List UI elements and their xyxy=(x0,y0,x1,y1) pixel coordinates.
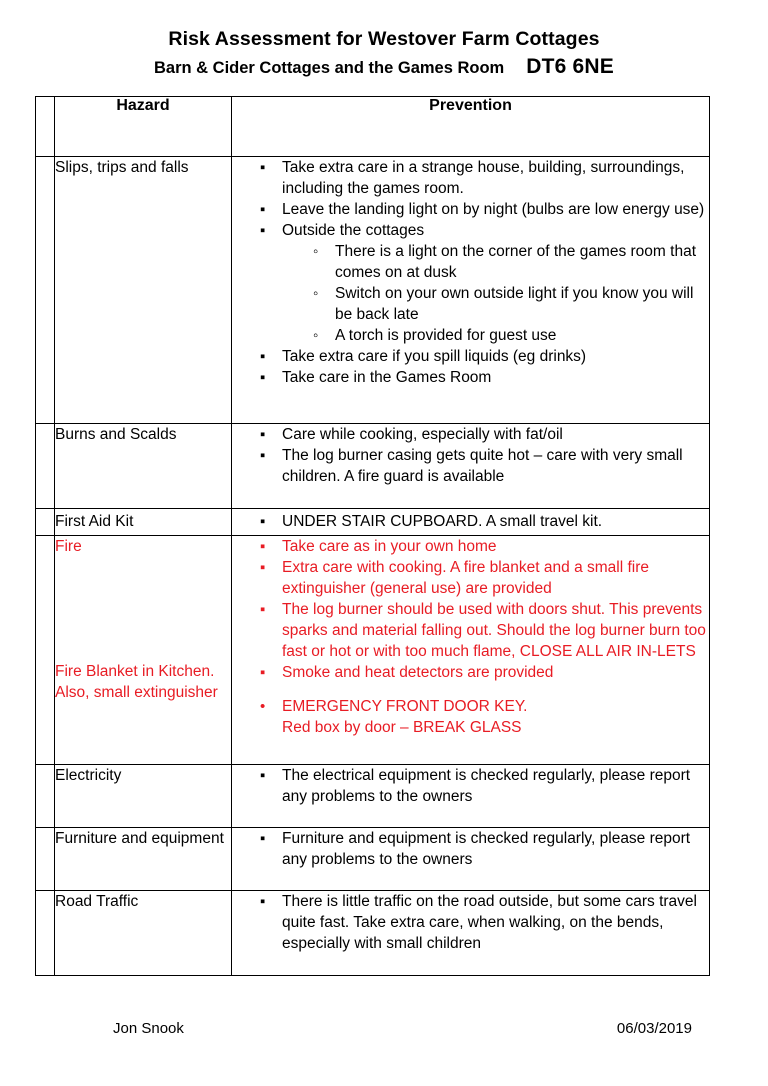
hazard-label: Electricity xyxy=(55,765,232,828)
list-item xyxy=(256,828,709,870)
risk-assessment-table xyxy=(35,96,710,976)
sub-list-item xyxy=(311,283,709,325)
hazard-label-secondary: Fire Blanket in Kitchen. Also, small extinguisher xyxy=(55,663,218,701)
list-item xyxy=(256,765,709,807)
list-item xyxy=(256,511,709,532)
hazard-label-fire xyxy=(55,536,232,765)
list-item-text: Leave the landing light on by night (bulbs are low energy use) xyxy=(282,201,705,218)
list-item-text: Take extra care in a strange house, building, surroundings, including the games room. xyxy=(282,159,685,197)
circle-bullet-icon xyxy=(313,241,318,262)
sub-list-item-text: Switch on your own outside light if you know you will be back late xyxy=(335,285,694,323)
square-bullet-icon xyxy=(260,511,265,534)
list-item xyxy=(256,220,709,346)
prevention-list xyxy=(232,511,709,532)
row-marker-cell xyxy=(36,157,55,424)
square-bullet-icon xyxy=(260,199,265,222)
list-item xyxy=(256,367,709,388)
list-item-text: Take care in the Games Room xyxy=(282,369,492,386)
table-row xyxy=(36,157,710,424)
list-item-text: Extra care with cooking. A fire blanket and a small fire extinguisher (general use) are provided xyxy=(282,559,650,597)
prevention-list xyxy=(232,828,709,870)
sub-list-item xyxy=(311,325,709,346)
row-marker-cell xyxy=(36,509,55,536)
row-marker-cell xyxy=(36,765,55,828)
prevention-list xyxy=(232,536,709,738)
list-item xyxy=(256,346,709,367)
header-hazard: Hazard xyxy=(55,97,232,157)
sub-list-item-text: There is a light on the corner of the games room that comes on at dusk xyxy=(335,243,696,281)
row-marker-cell xyxy=(36,424,55,509)
list-item xyxy=(256,157,709,199)
table-row xyxy=(36,891,710,976)
list-item-text: There is little traffic on the road outside, but some cars travel quite fast. Take extra care, when walking, on the bends, especially with small children xyxy=(282,893,697,952)
table-row xyxy=(36,765,710,828)
page-title: Risk Assessment for Westover Farm Cottages xyxy=(168,28,600,50)
circle-bullet-icon xyxy=(313,283,318,304)
prevention-sublist xyxy=(282,241,709,346)
hazard-label: Slips, trips and falls xyxy=(55,157,232,424)
circle-bullet-icon xyxy=(313,325,318,346)
list-item-text: EMERGENCY FRONT DOOR KEY. xyxy=(282,698,528,715)
hazard-label: Fire xyxy=(55,538,82,555)
row-marker-cell xyxy=(36,891,55,976)
square-bullet-icon xyxy=(260,536,265,559)
list-item xyxy=(256,424,709,445)
square-bullet-icon xyxy=(260,445,265,468)
header-marker-cell xyxy=(36,97,55,157)
list-item-text: Smoke and heat detectors are provided xyxy=(282,664,554,681)
list-item-text: Furniture and equipment is checked regularly, please report any problems to the owners xyxy=(282,830,691,868)
square-bullet-icon xyxy=(260,557,265,580)
hazard-label: Burns and Scalds xyxy=(55,424,232,509)
document-footer xyxy=(35,1020,710,1037)
document-heading xyxy=(0,0,768,81)
list-item-emergency xyxy=(256,696,709,738)
list-item xyxy=(256,891,709,954)
list-item-text: Outside the cottages xyxy=(282,222,425,239)
prevention-cell xyxy=(232,765,710,828)
table-row xyxy=(36,424,710,509)
footer-author: Jon Snook xyxy=(113,1020,184,1037)
hazard-label: Road Traffic xyxy=(55,891,232,976)
row-marker-cell xyxy=(36,828,55,891)
list-item-text: Care while cooking, especially with fat/oil xyxy=(282,426,563,443)
prevention-cell xyxy=(232,424,710,509)
square-bullet-icon xyxy=(260,157,265,180)
prevention-list xyxy=(232,157,709,388)
list-spacer xyxy=(256,683,709,696)
prevention-cell xyxy=(232,157,710,424)
square-bullet-icon xyxy=(260,662,265,685)
prevention-cell xyxy=(232,891,710,976)
prevention-list xyxy=(232,424,709,487)
prevention-cell xyxy=(232,828,710,891)
footer-date: 06/03/2019 xyxy=(616,1020,692,1037)
square-bullet-icon xyxy=(260,891,265,914)
dot-bullet-icon xyxy=(260,696,265,719)
list-item xyxy=(256,536,709,557)
row-marker-cell xyxy=(36,536,55,765)
square-bullet-icon xyxy=(260,367,265,390)
hazard-label: Furniture and equipment xyxy=(55,828,232,891)
prevention-list xyxy=(232,891,709,954)
table-row-fire xyxy=(36,536,710,765)
table-header-row xyxy=(36,97,710,157)
list-item xyxy=(256,557,709,599)
list-item xyxy=(256,199,709,220)
list-item xyxy=(256,445,709,487)
postcode-label: DT6 6NE xyxy=(526,55,614,78)
list-item-text: The electrical equipment is checked regularly, please report any problems to the owners xyxy=(282,767,691,805)
list-item-text: Take care as in your own home xyxy=(282,538,497,555)
square-bullet-icon xyxy=(260,828,265,851)
header-prevention: Prevention xyxy=(232,97,710,157)
list-item-text: The log burner casing gets quite hot – care with very small children. A fire guard is available xyxy=(282,447,683,485)
prevention-cell-fire xyxy=(232,536,710,765)
sub-list-item-text: A torch is provided for guest use xyxy=(335,327,557,344)
hazard-label: First Aid Kit xyxy=(55,509,232,536)
list-item-text: UNDER STAIR CUPBOARD. A small travel kit. xyxy=(282,513,603,530)
page-subtitle xyxy=(0,54,768,81)
list-item xyxy=(256,662,709,683)
square-bullet-icon xyxy=(260,346,265,369)
square-bullet-icon xyxy=(260,424,265,447)
sub-list-item xyxy=(311,241,709,283)
prevention-cell xyxy=(232,509,710,536)
list-item-text-secondary: Red box by door – BREAK GLASS xyxy=(282,719,522,736)
table-row xyxy=(36,509,710,536)
list-item-text: Take extra care if you spill liquids (eg drinks) xyxy=(282,348,587,365)
list-item-text: The log burner should be used with doors shut. This prevents sparks and material falling out. Should the log burner burn too fast or hot or with too much flame, CLOSE ALL AIR IN-LETS xyxy=(282,601,706,660)
list-item xyxy=(256,599,709,662)
square-bullet-icon xyxy=(260,599,265,622)
square-bullet-icon xyxy=(260,765,265,788)
square-bullet-icon xyxy=(260,220,265,243)
subtitle-text: Barn & Cider Cottages and the Games Room xyxy=(154,59,505,77)
prevention-list xyxy=(232,765,709,807)
table-row xyxy=(36,828,710,891)
